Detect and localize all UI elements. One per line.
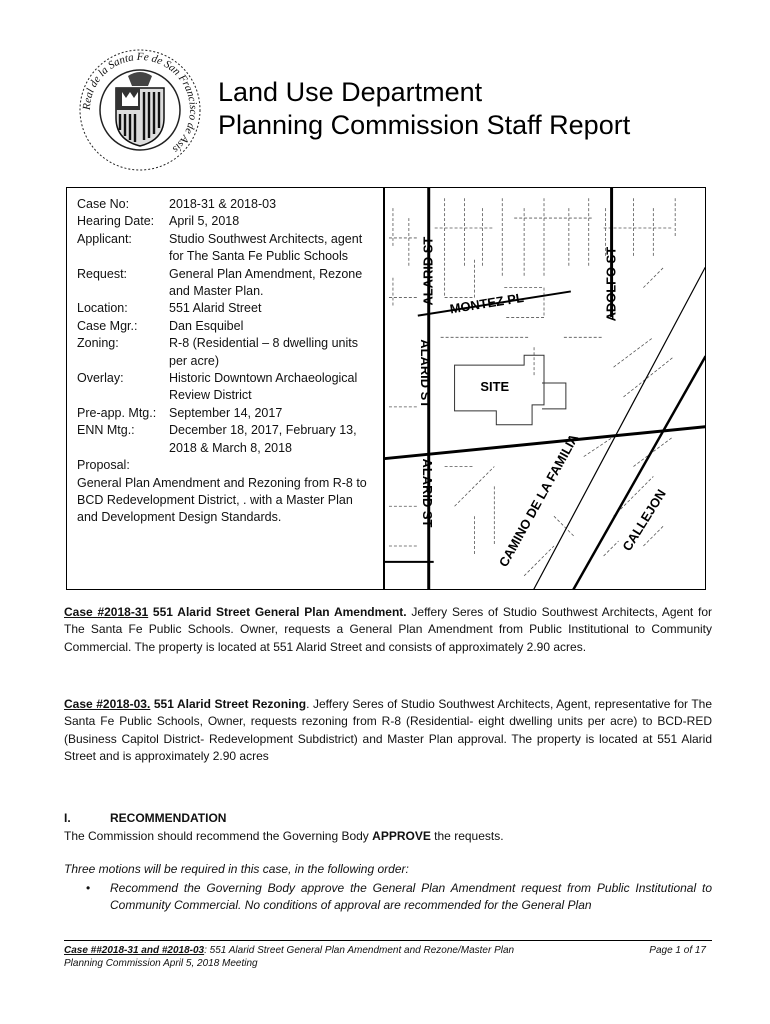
section-title: RECOMMENDATION [110,811,227,825]
location-row: Location: 551 Alarid Street [77,301,262,316]
footer-case: Case ##2018-31 and #2018-03 [64,945,205,956]
street-label-camino: CAMINO DE LA FAMILIA [495,431,582,570]
case-2018-03-text: . Jeffery Seres of Studio Southwest Architects, Agent, representative for The Santa Fe Public Schools, Owner, requests rezoning from R-8 (Residential- eight dwelling units per acre) to BCD-RED (Business Capitol District- Redevelopment Subdistrict) and Master Plan approval. The property is located at 551 Alarid Street and is approximately 2.90 acres [64,697,713,764]
svg-text:Real de la Santa Fe de San Fra: Real de la Santa Fe de San Francisco de Asís [80,50,200,156]
enn-row: ENN Mtg.: December 18, 2017, February 13, 2018 & March 8, 2018 [77,423,357,455]
site-label: SITE [480,378,510,394]
street-label-alarid-mid: ALARID ST [417,339,433,409]
request-row: Request: General Plan Amendment, Rezone and Master Plan. [77,266,363,299]
case-2018-03-number: Case #2018-03. [64,697,151,711]
title-line-2: Planning Commission Staff Report [218,110,631,140]
applicant-row: Applicant: Studio Southwest Architects, agent for The Santa Fe Public Schools [77,231,363,264]
page-title [218,76,630,142]
case-number-row: Case No: 2018-31 & 2018-03 [77,197,277,211]
city-seal-logo [78,48,202,172]
case-manager-row: Case Mgr.: Dan Esquibel [77,318,244,333]
street-label-montez: MONTEZ PL [448,289,525,317]
bullet-icon: • [86,881,91,895]
case-2018-03-paragraph [64,696,712,766]
preapp-row: Pre-app. Mtg.: September 14, 2017 [77,405,283,420]
case-2018-31-text: Jeffery Seres of Studio Southwest Architects, Agent for The Santa Fe Public Schools. Owner, requests a General Plan Amendment from Public Institutional to Community Commercial. The property is located at 551 Alarid Street and consists of approximately 2.90 acres. [64,605,713,654]
street-label-adolfo: ADOLFO ST [603,246,619,322]
motions-intro: Three motions will be required in this case, in the following order: [64,862,409,876]
motion-bullet: • Recommend the Governing Body approve the General Plan Amendment request from Public Institutional to Community Commercial. No conditions of approval are recommended for the General Plan [86,881,712,913]
site-location-map [384,187,706,590]
page-number: Page 1 of 17 [649,945,706,956]
street-label-callejon: CALLEJON [619,486,669,554]
recommendation-text: The Commission should recommend the Governing Body APPROVE the requests. [64,829,504,843]
title-line-1: Land Use Department [218,77,483,107]
footer-description: : 551 Alarid Street General Plan Amendment and Rezone/Master Plan [204,945,515,956]
case-2018-03-title: 551 Alarid Street Rezoning [150,697,307,711]
proposal-label: Proposal: [77,458,130,473]
zoning-row: Zoning: R-8 (Residential – 8 dwelling units per acre) [77,336,358,368]
street-label-alarid-top: ALARID ST [420,236,436,306]
page-footer [64,944,712,970]
case-2018-31-paragraph [64,604,712,656]
case-2018-31-number: Case #2018-31 [64,605,149,619]
section-heading [64,811,226,825]
street-label-alarid-bottom: ALARID ST [419,458,435,528]
footer-divider [64,940,712,941]
overlay-row: Overlay: Historic Downtown Archaeological Review District [77,371,358,403]
section-number: I. [64,811,71,825]
footer-meeting: Planning Commission April 5, 2018 Meeting [64,958,258,969]
hearing-date-row: Hearing Date: April 5, 2018 [77,214,240,229]
case-info-box [66,187,384,590]
case-2018-31-title: 551 Alarid Street General Plan Amendment. [148,605,407,619]
proposal-text: General Plan Amendment and Rezoning from R-8 to BCD Redevelopment District, . with a Master Plan and Development Design Standards. [77,475,367,525]
